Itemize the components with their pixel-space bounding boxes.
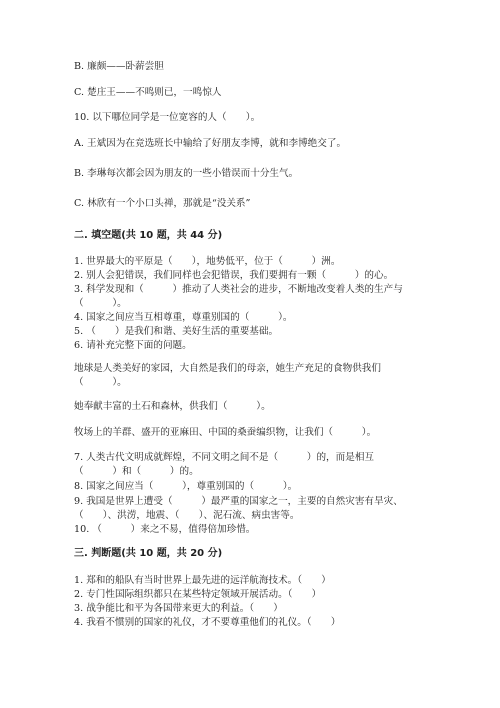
question-10-option-c: C. 林欣有一个小口头禅，那就是“没关系” bbox=[74, 198, 251, 209]
fill-blank-q5: 5. （ ）是我们和谐、美好生活的重要基础。 bbox=[74, 326, 279, 337]
fill-blank-q6-passage-1-line2: （ ）。 bbox=[74, 377, 127, 388]
option-c: C. 楚庄王——不鸣则已，一鸣惊人 bbox=[74, 87, 222, 98]
question-10-stem: 10. 以下哪位同学是一位宽容的人（ ）。 bbox=[74, 112, 261, 123]
fill-blank-q2: 2. 别人会犯错误，我们同样也会犯错误，我们要拥有一颗（ ）的心。 bbox=[74, 270, 394, 281]
fill-blank-q6-passage-1-line1: 地球是人类美好的家园，大自然是我们的母亲，她生产充足的食物供我们 bbox=[74, 363, 381, 374]
fill-blank-q1: 1. 世界最大的平原是（ ），地势低平，位于（ ）洲。 bbox=[74, 256, 341, 267]
section-true-false-heading: 三. 判断题(共 10 题，共 20 分) bbox=[74, 548, 223, 559]
fill-blank-q9-line2: （ ）、洪涝，地震、（ ）、泥石流、病虫害等。 bbox=[74, 510, 300, 521]
section-fill-blank-heading: 二. 填空题(共 10 题，共 44 分) bbox=[74, 230, 223, 241]
fill-blank-q10: 10. （ ）来之不易，值得倍加珍惜。 bbox=[74, 524, 256, 535]
fill-blank-q3-line2: （ ）。 bbox=[74, 298, 127, 309]
true-false-q1: 1. 郑和的船队有当时世界上最先进的远洋航海技术。（ ） bbox=[74, 575, 331, 586]
question-10-option-a: A. 王斌因为在竞选班长中输给了好朋友李博，就和李博绝交了。 bbox=[74, 138, 347, 149]
true-false-q2: 2. 专门性国际组织都只在某些特定领域开展活动。（ ） bbox=[74, 589, 322, 600]
fill-blank-q9-line1: 9. 我国是世界上遭受（ ）最严重的国家之一，主要的自然灾害有旱灾、 bbox=[74, 496, 403, 507]
fill-blank-q6-passage-2: 她奉献丰富的土石和森林，供我们（ ）。 bbox=[74, 401, 271, 412]
fill-blank-q7-line1: 7. 人类古代文明成就辉煌，不同文明之间不是（ ）的，而是相互 bbox=[74, 452, 375, 463]
true-false-q3: 3. 战争能比和平为各国带来更大的利益。（ ） bbox=[74, 603, 283, 614]
true-false-q4: 4. 我看不惯别的国家的礼仪，才不要尊重他们的礼仪。（ ） bbox=[74, 617, 341, 628]
option-b: B. 廉颇——卧薪尝胆 bbox=[74, 61, 164, 72]
fill-blank-q3-line1: 3. 科学发现和（ ）推动了人类社会的进步，不断地改变着人类的生产与 bbox=[74, 284, 403, 295]
question-10-option-b: B. 李琳每次都会因为朋友的一些小错误而十分生气。 bbox=[74, 168, 299, 179]
fill-blank-q8: 8. 国家之间应当（ ），尊重别国的（ ）。 bbox=[74, 481, 298, 492]
fill-blank-q6-passage-3: 牧场上的羊群、盛开的亚麻田、中国的桑蚕编织物，让我们（ ）。 bbox=[74, 427, 377, 438]
fill-blank-q4: 4. 国家之间应当互相尊重，尊重别国的（ ）。 bbox=[74, 312, 293, 323]
fill-blank-q6: 6. 请补充完整下面的问题。 bbox=[74, 340, 192, 351]
fill-blank-q7-line2: （ ）和（ ）的。 bbox=[74, 466, 199, 477]
